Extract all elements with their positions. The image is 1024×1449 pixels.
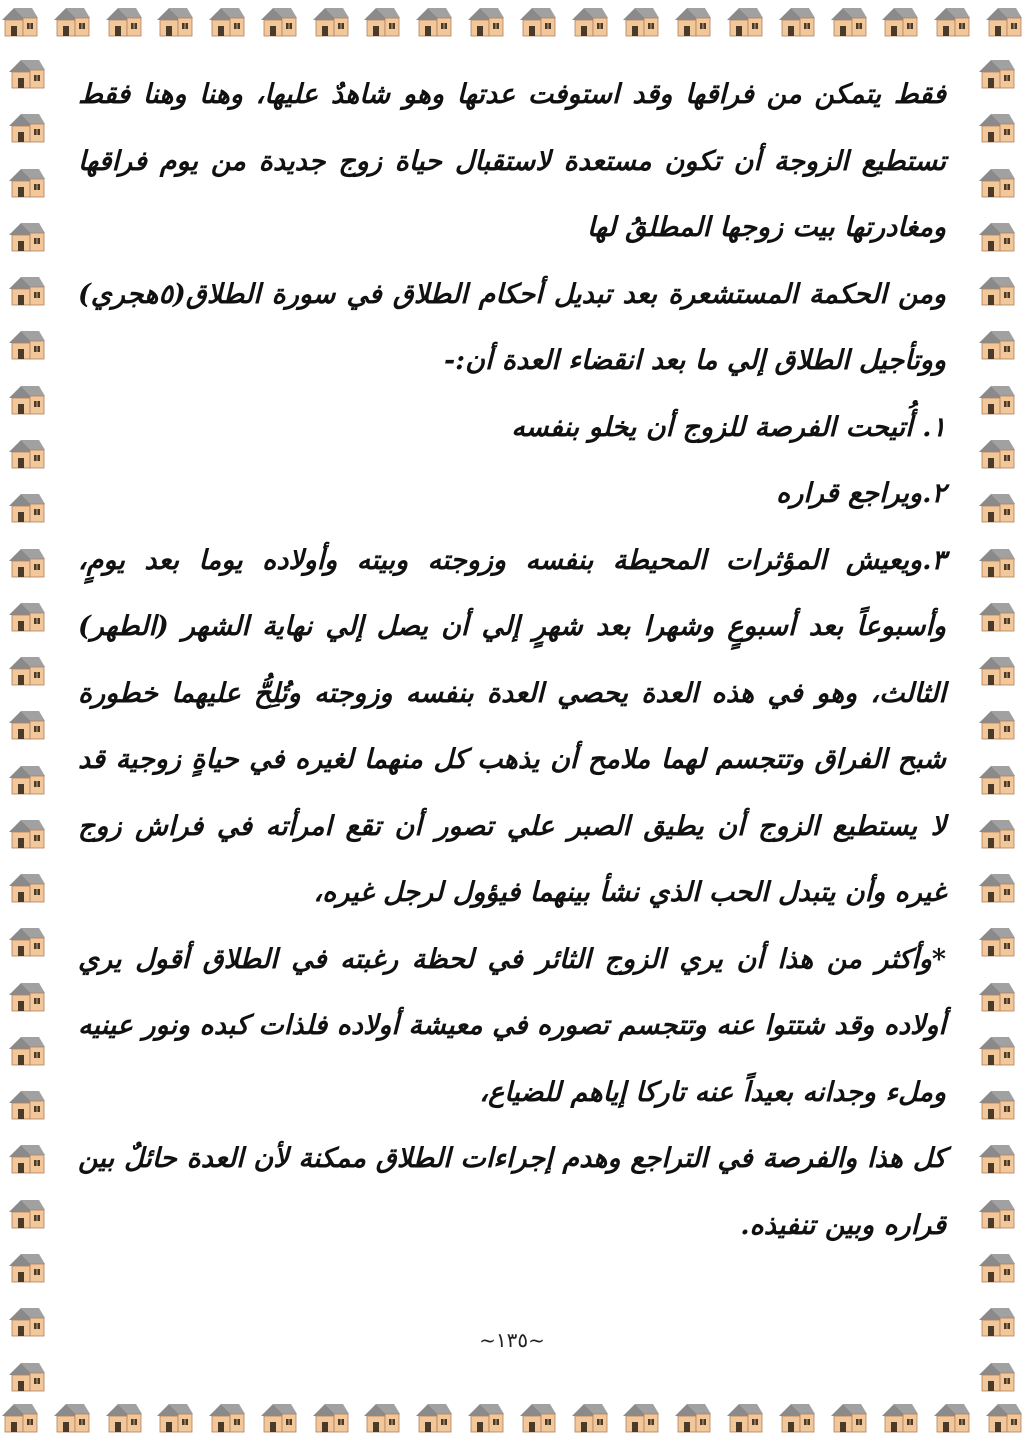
house-icon bbox=[52, 4, 92, 38]
house-icon bbox=[155, 4, 195, 38]
house-icon bbox=[207, 4, 247, 38]
house-icon bbox=[7, 273, 47, 307]
border-top bbox=[0, 4, 1024, 50]
house-icon bbox=[977, 1250, 1017, 1284]
house-icon bbox=[829, 4, 869, 38]
house-icon bbox=[977, 816, 1017, 850]
house-icon bbox=[7, 490, 47, 524]
house-icon bbox=[977, 436, 1017, 470]
house-icon bbox=[7, 870, 47, 904]
house-icon bbox=[984, 1400, 1024, 1434]
house-icon bbox=[725, 4, 765, 38]
house-icon bbox=[7, 979, 47, 1013]
house-icon bbox=[52, 1400, 92, 1434]
house-icon bbox=[570, 1400, 610, 1434]
house-icon bbox=[104, 1400, 144, 1434]
house-icon bbox=[7, 762, 47, 796]
house-icon bbox=[414, 4, 454, 38]
house-icon bbox=[977, 382, 1017, 416]
paragraph: كل هذا والفرصة في التراجع وهدم إجراءات الطلاق ممكنة لأن العدة حائلٌ بين قراره وبين تنفيذه. bbox=[78, 1143, 946, 1241]
house-icon bbox=[977, 1087, 1017, 1121]
house-icon bbox=[621, 1400, 661, 1434]
house-icon bbox=[7, 327, 47, 361]
paragraph: *وأكثر من هذا أن يري الزوج الثائر في لحظة رغبته في الطلاق أقول يري أولاده وقد شتتوا عنه وتتجسم تصوره في معيشة أولاده فلذات كبده ونور عينيه وملء وجدانه بعيداً عنه تاركا إياهم للضياع، bbox=[78, 943, 946, 1108]
house-icon bbox=[984, 4, 1024, 38]
page-body bbox=[78, 62, 946, 1259]
house-icon bbox=[7, 1250, 47, 1284]
house-icon bbox=[7, 653, 47, 687]
house-icon bbox=[0, 4, 40, 38]
house-icon bbox=[7, 436, 47, 470]
border-bottom bbox=[0, 1400, 1024, 1446]
house-icon bbox=[7, 545, 47, 579]
house-icon bbox=[977, 56, 1017, 90]
house-icon bbox=[977, 924, 1017, 958]
house-icon bbox=[7, 924, 47, 958]
house-icon bbox=[259, 4, 299, 38]
house-icon bbox=[932, 1400, 972, 1434]
house-icon bbox=[7, 1141, 47, 1175]
house-icon bbox=[777, 4, 817, 38]
house-icon bbox=[673, 1400, 713, 1434]
house-icon bbox=[7, 707, 47, 741]
list-item: ١. أُتيحت الفرصة للزوج أن يخلو بنفسه bbox=[511, 411, 946, 443]
house-icon bbox=[7, 219, 47, 253]
house-icon bbox=[570, 4, 610, 38]
house-icon bbox=[977, 979, 1017, 1013]
house-icon bbox=[7, 56, 47, 90]
house-icon bbox=[207, 1400, 247, 1434]
house-icon bbox=[518, 4, 558, 38]
house-icon bbox=[518, 1400, 558, 1434]
house-icon bbox=[977, 762, 1017, 796]
house-icon bbox=[621, 4, 661, 38]
house-icon bbox=[932, 4, 972, 38]
house-icon bbox=[777, 1400, 817, 1434]
house-icon bbox=[977, 219, 1017, 253]
house-icon bbox=[977, 327, 1017, 361]
house-icon bbox=[7, 165, 47, 199]
house-icon bbox=[977, 599, 1017, 633]
house-icon bbox=[466, 1400, 506, 1434]
house-icon bbox=[362, 1400, 402, 1434]
list-item: ٣.ويعيش المؤثرات المحيطة بنفسه وزوجته وبيته وأولاده يوما بعد يومٍ، وأسبوعاً بعد أسبوعٍ وشهرا بعد شهرٍ إلي أن يصل إلي نهاية الشهر (الطهر) الثالث، وهو في هذه العدة يحصي العدة بنفسه وزوجته وتُلِحُّ عليهما خطورة شبح الفراق وتتجسم لهما ملامح أن يذهب كل منهما لغيره في حياةٍ زوجية قد لا يستطيع الزوج أن يطيق الصبر علي تصور أن تقع امرأته في فراش زوج غيره وأن يتبدل الحب الذي نشأ بينهما فيؤول لرجل غيره، bbox=[78, 544, 946, 908]
house-icon bbox=[977, 1196, 1017, 1230]
house-icon bbox=[311, 4, 351, 38]
house-icon bbox=[977, 870, 1017, 904]
house-icon bbox=[829, 1400, 869, 1434]
house-icon bbox=[977, 1033, 1017, 1067]
paragraph: ومن الحكمة المستشعرة بعد تبديل أحكام الطلاق في سورة الطلاق(٥هجري) ووتأجيل الطلاق إلي ما بعد انقضاء العدة أن:- bbox=[78, 278, 946, 376]
house-icon bbox=[7, 1087, 47, 1121]
border-right bbox=[974, 46, 1020, 1403]
paragraph: فقط يتمكن من فراقها وقد استوفت عدتها وهو شاهدٌ عليها، وهنا وهنا فقط تستطيع الزوجة أن تكون مستعدة لاستقبال حياة زوج جديدة من يوم فراقها ومغادرتها بيت زوجها المطلقُ لها bbox=[78, 79, 946, 243]
house-icon bbox=[7, 599, 47, 633]
house-icon bbox=[466, 4, 506, 38]
house-icon bbox=[362, 4, 402, 38]
house-icon bbox=[977, 1359, 1017, 1393]
house-icon bbox=[977, 653, 1017, 687]
house-icon bbox=[259, 1400, 299, 1434]
house-icon bbox=[0, 1400, 40, 1434]
house-icon bbox=[977, 273, 1017, 307]
house-icon bbox=[977, 545, 1017, 579]
house-icon bbox=[7, 1359, 47, 1393]
house-icon bbox=[7, 816, 47, 850]
house-icon bbox=[155, 1400, 195, 1434]
list-item: ٢.ويراجع قراره bbox=[776, 478, 946, 509]
house-icon bbox=[7, 382, 47, 416]
house-icon bbox=[880, 4, 920, 38]
house-icon bbox=[7, 1033, 47, 1067]
house-icon bbox=[7, 110, 47, 144]
house-icon bbox=[673, 4, 713, 38]
house-icon bbox=[977, 110, 1017, 144]
house-icon bbox=[880, 1400, 920, 1434]
house-icon bbox=[977, 490, 1017, 524]
house-icon bbox=[977, 707, 1017, 741]
house-icon bbox=[7, 1196, 47, 1230]
border-left bbox=[4, 46, 50, 1403]
house-icon bbox=[414, 1400, 454, 1434]
house-icon bbox=[977, 165, 1017, 199]
house-icon bbox=[104, 4, 144, 38]
page-number: ~١٣٥~ bbox=[479, 1328, 545, 1352]
house-icon bbox=[977, 1141, 1017, 1175]
house-icon bbox=[725, 1400, 765, 1434]
house-icon bbox=[311, 1400, 351, 1434]
